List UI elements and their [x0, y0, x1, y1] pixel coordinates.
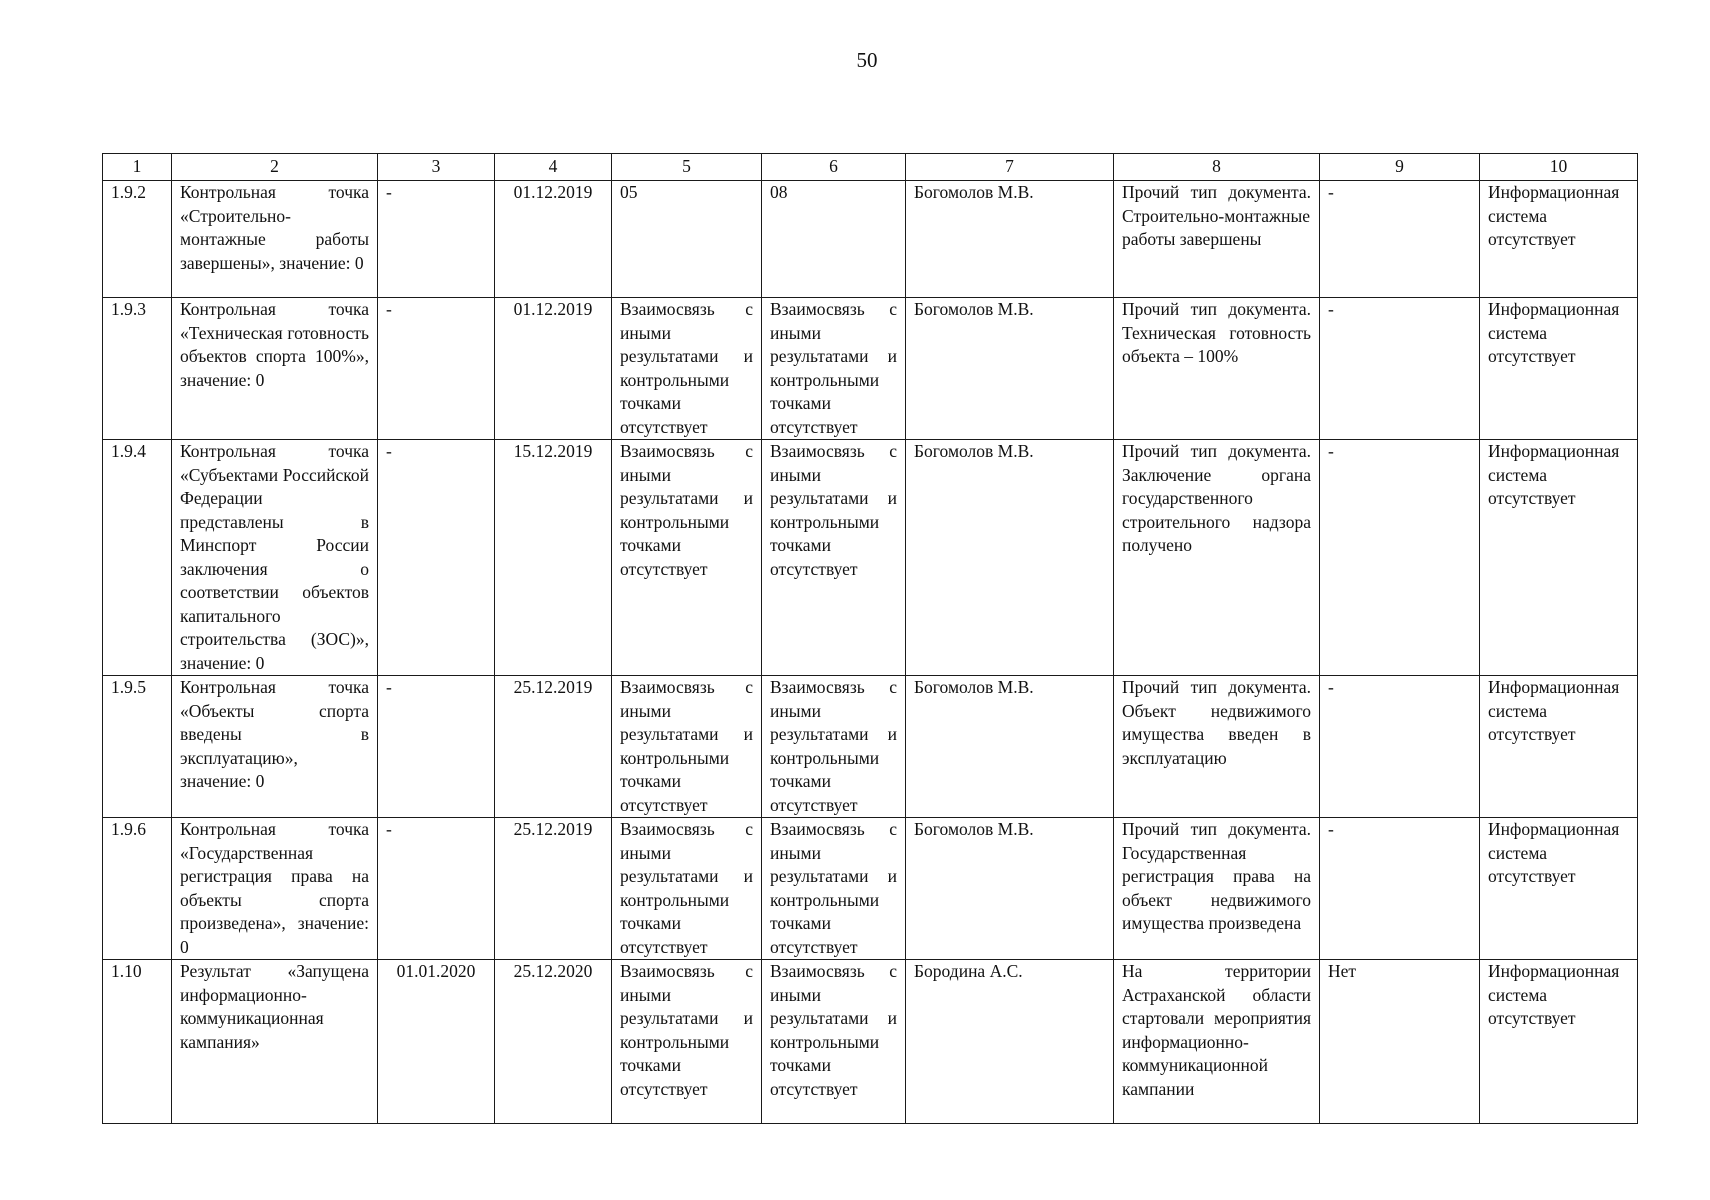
cell-successors: Взаимосвязь с иными результатами и контрольными точками отсутствует [762, 818, 906, 960]
cell-predecessors: 05 [612, 181, 762, 298]
cell-system: Информационная система отсутствует [1480, 676, 1638, 818]
column-header: 9 [1320, 154, 1480, 181]
cell-document: Прочий тип документа. Строительно-монтажные работы завершены [1114, 181, 1320, 298]
cell-responsible: Богомолов М.В. [906, 298, 1114, 440]
column-header: 10 [1480, 154, 1638, 181]
cell-successors: 08 [762, 181, 906, 298]
header-row [103, 154, 1638, 181]
cell-predecessors: Взаимосвязь с иными результатами и контрольными точками отсутствует [612, 960, 762, 1124]
cell-name: Контрольная точка «Объекты спорта введены в эксплуатацию», значение: 0 [172, 676, 378, 818]
table-row [103, 676, 1638, 818]
cell-successors: Взаимосвязь с иными результатами и контрольными точками отсутствует [762, 676, 906, 818]
column-header: 2 [172, 154, 378, 181]
cell-system: Информационная система отсутствует [1480, 440, 1638, 676]
column-header: 6 [762, 154, 906, 181]
cell-number: 1.9.3 [103, 298, 172, 440]
cell-level: - [1320, 440, 1480, 676]
cell-start-date: - [378, 181, 495, 298]
cell-successors: Взаимосвязь с иными результатами и контрольными точками отсутствует [762, 440, 906, 676]
cell-document: Прочий тип документа. Заключение органа государственного строительного надзора получено [1114, 440, 1320, 676]
cell-predecessors: Взаимосвязь с иными результатами и контрольными точками отсутствует [612, 440, 762, 676]
cell-name: Контрольная точка «Строительно-монтажные работы завершены», значение: 0 [172, 181, 378, 298]
cell-predecessors: Взаимосвязь с иными результатами и контрольными точками отсутствует [612, 298, 762, 440]
cell-successors: Взаимосвязь с иными результатами и контрольными точками отсутствует [762, 298, 906, 440]
column-header: 5 [612, 154, 762, 181]
cell-name: Контрольная точка «Субъектами Российской Федерации представлены в Минспорт России заключения о соответствии объектов капитального строительства (ЗОС)», значение: 0 [172, 440, 378, 676]
cell-number: 1.10 [103, 960, 172, 1124]
cell-number: 1.9.6 [103, 818, 172, 960]
cell-successors: Взаимосвязь с иными результатами и контрольными точками отсутствует [762, 960, 906, 1124]
cell-document: Прочий тип документа. Государственная регистрация права на объект недвижимого имущества произведена [1114, 818, 1320, 960]
column-header: 4 [495, 154, 612, 181]
cell-responsible: Бородина А.С. [906, 960, 1114, 1124]
cell-end-date: 25.12.2019 [495, 818, 612, 960]
cell-level: - [1320, 676, 1480, 818]
cell-predecessors: Взаимосвязь с иными результатами и контрольными точками отсутствует [612, 818, 762, 960]
cell-start-date: - [378, 298, 495, 440]
column-header: 8 [1114, 154, 1320, 181]
cell-level: Нет [1320, 960, 1480, 1124]
cell-system: Информационная система отсутствует [1480, 960, 1638, 1124]
table-row [103, 181, 1638, 298]
cell-document: На территории Астраханской области стартовали мероприятия информационно-коммуникационной кампании [1114, 960, 1320, 1124]
cell-responsible: Богомолов М.В. [906, 181, 1114, 298]
column-header: 3 [378, 154, 495, 181]
cell-level: - [1320, 181, 1480, 298]
cell-start-date: - [378, 676, 495, 818]
cell-system: Информационная система отсутствует [1480, 818, 1638, 960]
cell-name: Контрольная точка «Техническая готовность объектов спорта 100%», значение: 0 [172, 298, 378, 440]
cell-responsible: Богомолов М.В. [906, 440, 1114, 676]
cell-responsible: Богомолов М.В. [906, 818, 1114, 960]
cell-start-date: 01.01.2020 [378, 960, 495, 1124]
cell-number: 1.9.5 [103, 676, 172, 818]
cell-name: Контрольная точка «Государственная регистрация права на объекты спорта произведена», значение: 0 [172, 818, 378, 960]
cell-start-date: - [378, 818, 495, 960]
cell-end-date: 25.12.2019 [495, 676, 612, 818]
cell-end-date: 01.12.2019 [495, 181, 612, 298]
cell-end-date: 01.12.2019 [495, 298, 612, 440]
cell-number: 1.9.4 [103, 440, 172, 676]
control-points-table [102, 153, 1638, 1124]
cell-system: Информационная система отсутствует [1480, 298, 1638, 440]
cell-level: - [1320, 818, 1480, 960]
cell-end-date: 15.12.2019 [495, 440, 612, 676]
cell-name: Результат «Запущена информационно-коммуникационная кампания» [172, 960, 378, 1124]
column-header: 1 [103, 154, 172, 181]
cell-document: Прочий тип документа. Техническая готовность объекта – 100% [1114, 298, 1320, 440]
page-number: 50 [856, 48, 878, 72]
cell-level: - [1320, 298, 1480, 440]
cell-predecessors: Взаимосвязь с иными результатами и контрольными точками отсутствует [612, 676, 762, 818]
cell-document: Прочий тип документа. Объект недвижимого имущества введен в эксплуатацию [1114, 676, 1320, 818]
table-row [103, 298, 1638, 440]
cell-responsible: Богомолов М.В. [906, 676, 1114, 818]
cell-number: 1.9.2 [103, 181, 172, 298]
cell-start-date: - [378, 440, 495, 676]
cell-system: Информационная система отсутствует [1480, 181, 1638, 298]
cell-end-date: 25.12.2020 [495, 960, 612, 1124]
table-row [103, 960, 1638, 1124]
table-row [103, 818, 1638, 960]
table-row [103, 440, 1638, 676]
column-header: 7 [906, 154, 1114, 181]
